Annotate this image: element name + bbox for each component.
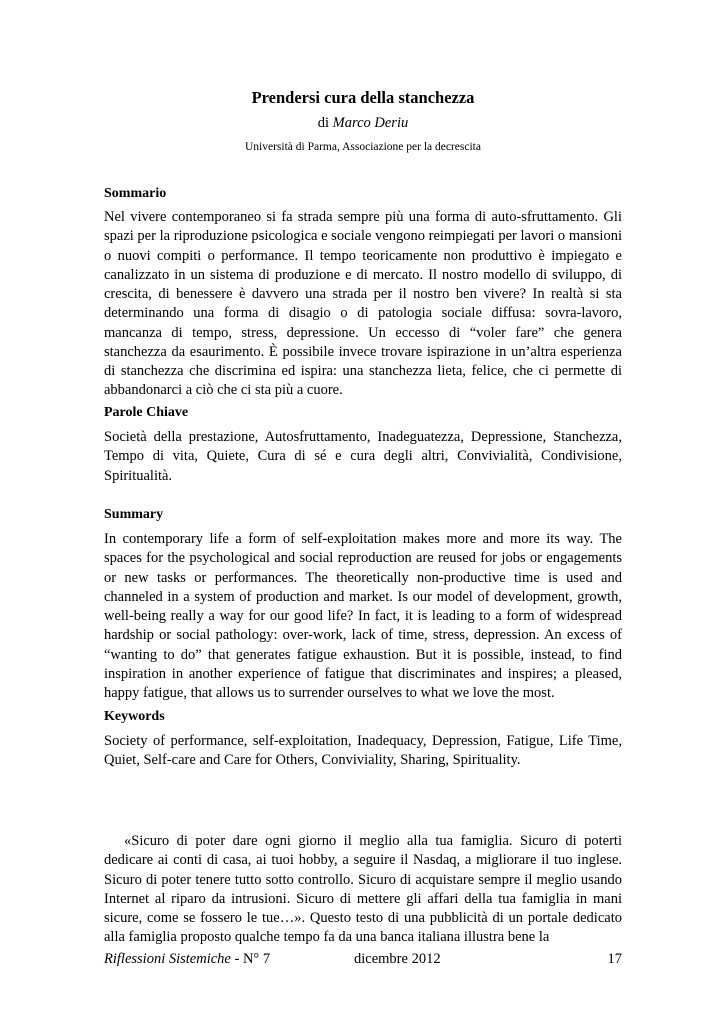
body-paragraph: «Sicuro di poter dare ogni giorno il meglio alla tua famiglia. Sicuro di poterti dedicare ai conti di casa, ai tuoi hobby, a seguire il Nasdaq, a migliorare il tuo inglese. Sicuro di poter tenere tutto sotto controllo. Sicuro di acquistare sempre il meglio usando Internet al riparo da intrusioni. Sicuro di mettere gli affari della tua famiglia in mani sicure, come se fossero le tue…». Questo testo di una pubblicità di un portale dedicato alla famiglia proposto qualche tempo fa da una banca italiana illustra bene la xyxy=(104,833,622,946)
keywords-text: Society of performance, self-exploitation, Inadequacy, Depression, Fatigue, Life Time, Quiet, Self-care and Care for Others, Conviviality, Sharing, Spirituality. xyxy=(104,733,622,769)
footer-journal xyxy=(104,949,270,969)
article-author-line xyxy=(104,114,622,132)
author-prefix: di xyxy=(317,115,330,131)
author-affiliation: Università di Parma, Associazione per la decrescita xyxy=(245,141,481,153)
footer-date: dicembre 2012 xyxy=(354,951,441,967)
journal-issue: - N° 7 xyxy=(230,951,271,967)
journal-name: Riflessioni Sistemiche xyxy=(104,951,231,967)
parole-chiave-text: Società della prestazione, Autosfruttamento, Inadeguatezza, Depressione, Stanchezza, Tempo di vita, Quiete, Cura di sé e cura degli altri, Convivialità, Condivisione, Spiritualità. xyxy=(104,429,622,484)
page-footer xyxy=(104,949,622,969)
article-title: Prendersi cura della stanchezza xyxy=(251,88,475,107)
page-number: 17 xyxy=(607,951,622,967)
summary-text: In contemporary life a form of self-exploitation makes more and more its way. The spaces for the psychological and social reproduction are reused for jobs or engagements or new tasks or performances. The theoretically non-productive time is used and channeled in a system of production and market. Is our model of development, growth, well-being really a way for our good life? In fact, it is leading to a form of widespread hardship or social pathology: over-work, lack of time, stress, depression. An excess of “wanting to do” that generates fatigue exhaustion. But it is possible, instead, to find inspiration in another experience of fatigue that discriminates and inspires; a pleased, happy fatigue, that allows us to surrender ourselves to what we love the most. xyxy=(104,531,622,701)
sommario-heading: Sommario xyxy=(104,186,167,201)
parole-chiave-heading: Parole Chiave xyxy=(104,405,189,420)
author-name: Marco Deriu xyxy=(332,115,409,131)
summary-heading: Summary xyxy=(104,507,164,522)
sommario-text: Nel vivere contemporaneo si fa strada sempre più una forma di auto-sfruttamento. Gli spazi per la riproduzione psicologica e sociale vengono reimpiegati per lavori o mansioni o nuovi compiti o performance. Il tempo teoricamente non produttivo è impiegato e canalizzato in un sistema di produzione e di mercato. Il nostro modello di sviluppo, di crescita, di benessere è davvero una strada per il nostro ben vivere? In realtà si sta determinando una forma di disagio o di patologia sociale diffusa: sovra-lavoro, mancanza di tempo, stress, depressione. Un eccesso di “voler fare” che genera stanchezza da esaurimento. È possibile invece trovare ispirazione in un’altra esperienza di stanchezza che discrimina ed ispira: una stanchezza lieta, felice, che ci permette di abbandonarci a ciò che ci sta più a cuore. xyxy=(104,209,622,399)
keywords-heading: Keywords xyxy=(104,709,165,724)
